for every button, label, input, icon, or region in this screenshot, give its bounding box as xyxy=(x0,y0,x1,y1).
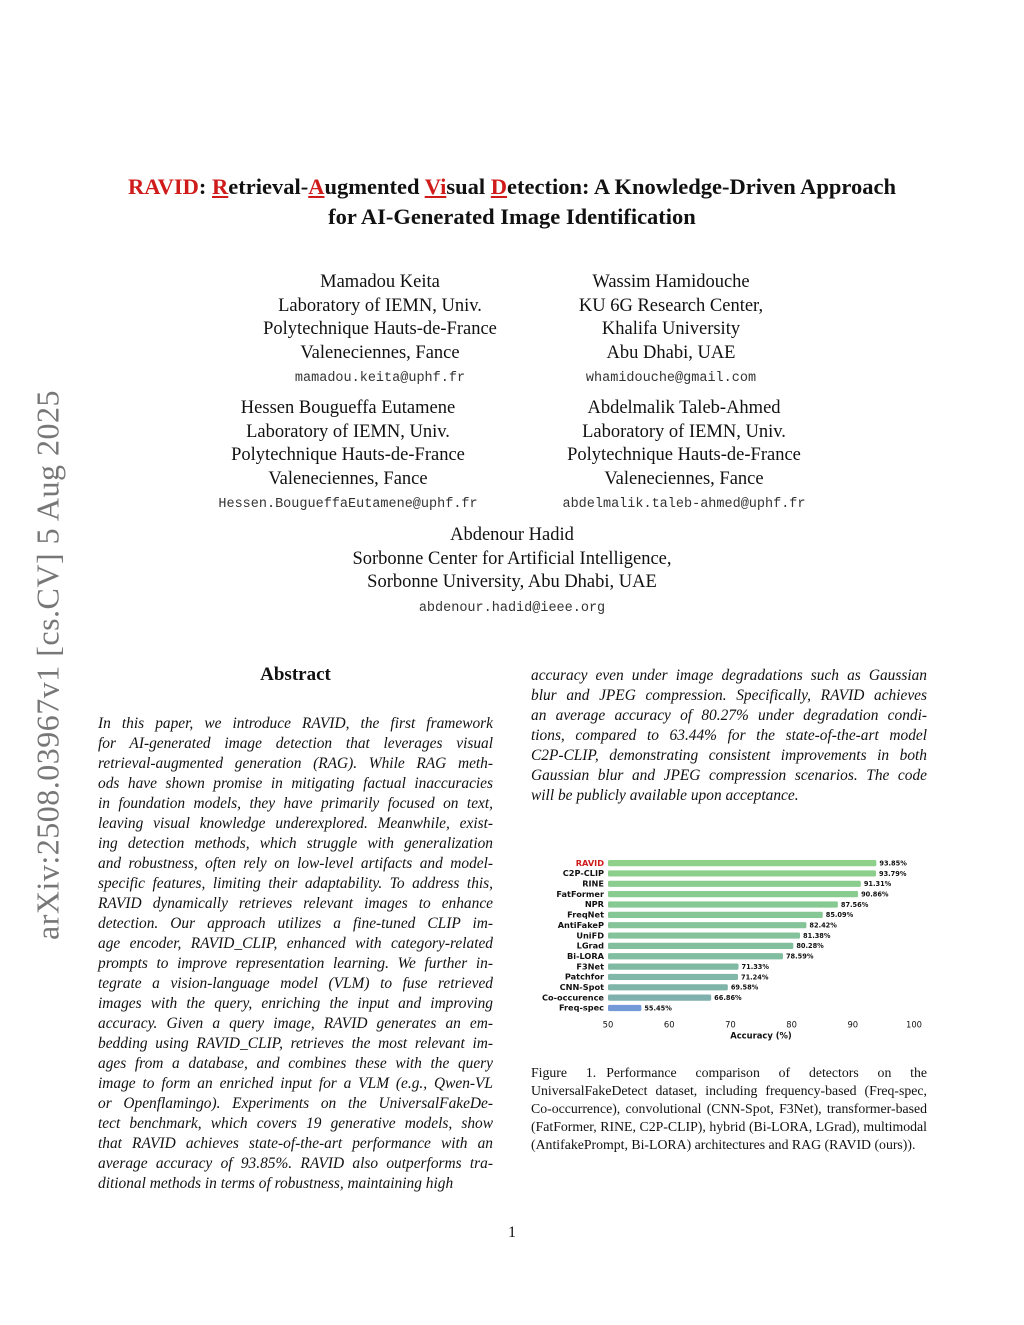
abstract-line: leaving visual knowledge underexplored. Meanwhile, exist- xyxy=(98,815,493,832)
arxiv-identifier-stamp xyxy=(28,380,68,950)
abstract-left-column xyxy=(98,714,493,1194)
abstract-line: ing detection methods, which struggle with generalization xyxy=(98,835,493,852)
abstract-line: bedding using RAVID_CLIP, retrieves the most relevant im- xyxy=(98,1035,493,1052)
x-tick-label: 100 xyxy=(906,1019,922,1030)
abstract-line: prompts to improve representation learning. We further in- xyxy=(98,955,493,972)
author-email: Hessen.BougueffaEutamene@uphf.fr xyxy=(218,497,478,512)
abstract-line: ods have shown promise in mitigating factual inaccuracies xyxy=(98,775,493,792)
title-ravid: RAVID xyxy=(128,174,199,199)
abstract-line: Gaussian blur and JPEG compression scenarios. The code xyxy=(531,767,927,784)
category-label: C2P-CLIP xyxy=(562,868,604,879)
x-tick-label: 70 xyxy=(725,1019,736,1030)
title-line-1 xyxy=(60,172,964,202)
title-line-2: for AI-Generated Image Identification xyxy=(328,204,696,229)
author-affiliation: Sorbonne Center for Artificial Intelligence, xyxy=(352,548,672,569)
author-email: whamidouche@gmail.com xyxy=(585,371,757,386)
title-a: A xyxy=(308,174,325,199)
author-affiliation: Valeneciennes, Fance xyxy=(300,342,460,363)
category-label: Patchfor xyxy=(564,971,604,982)
value-label: 82.42% xyxy=(809,921,837,930)
abstract-line: and robustness, often rely on low-level artifacts and model- xyxy=(98,855,493,872)
abstract-line: will be publicly available upon acceptance. xyxy=(531,787,799,804)
abstract-line: age encoder, RAVID_CLIP, enhanced with category-related xyxy=(98,935,493,952)
caption-text: Performance comparison of detectors on the UniversalFakeDetect dataset, including frequency-based (Freq-spec, Co-occurrence), convolutional (CNN-Spot, F3Net), transformer-based (FatFormer, RINE, C2P-CLIP), hybrid (Bi-LORA, LGrad), multimodal (AntifakePrompt, Bi-LORA) architectures and RAG (RAVID (ours)). xyxy=(531,1065,927,1152)
category-label: FatFormer xyxy=(556,888,604,899)
value-label: 81.38% xyxy=(803,931,831,940)
author-affiliation: Sorbonne University, Abu Dhabi, UAE xyxy=(367,572,657,592)
author-name: Abdenour Hadid xyxy=(450,525,574,545)
x-tick-label: 80 xyxy=(786,1019,797,1030)
author-affiliation: Valeneciennes, Fance xyxy=(268,468,428,489)
bar-freq-spec xyxy=(608,1005,641,1011)
title-ugmented: ugmented xyxy=(324,174,425,199)
author-email: abdenour.hadid@ieee.org xyxy=(418,600,606,616)
bar-co-occurence xyxy=(608,995,711,1001)
x-tick-label: 60 xyxy=(663,1019,675,1030)
author-affiliation: Khalifa University xyxy=(601,319,741,339)
category-label: NPR xyxy=(584,899,604,910)
author-block-1 xyxy=(230,271,530,389)
bar-antifakep xyxy=(608,922,806,928)
abstract-line: for AI-generated image detection that leverages visual xyxy=(98,735,493,752)
author-email: abdelmalik.taleb-ahmed@uphf.fr xyxy=(562,497,806,512)
value-label: 93.85% xyxy=(879,859,907,868)
value-label: 78.59% xyxy=(785,952,814,961)
author-name: Abdelmalik Taleb-Ahmed xyxy=(587,398,781,418)
arxiv-identifier: arXiv:2508.03967v1 [cs.CV] 5 Aug 2025 xyxy=(29,389,66,941)
category-label: FreqNet xyxy=(567,909,604,920)
title-rest: etection: A Knowledge-Driven Approach xyxy=(507,174,896,199)
value-label: 80.28% xyxy=(796,942,824,951)
figure-1-caption xyxy=(531,1064,927,1154)
value-label: 71.24% xyxy=(740,973,769,982)
category-label: AntiFakeP xyxy=(557,919,604,930)
abstract-line: accuracy. Given a query image, RAVID generates an em- xyxy=(98,1015,493,1032)
bar-freqnet xyxy=(608,912,823,918)
author-affiliation: Polytechnique Hauts-de-France xyxy=(567,445,801,465)
category-label: RAVID xyxy=(575,857,604,868)
category-label: UniFD xyxy=(576,930,604,941)
abstract-line: in foundation models, they have primarily focused on text, xyxy=(98,795,493,812)
category-label: Co-occurence xyxy=(541,992,604,1003)
abstract-line: images with the query, enriching the input and improving xyxy=(98,995,493,1012)
bar-lgrad xyxy=(608,943,793,949)
bar-ravid xyxy=(608,860,876,866)
x-tick-label: 50 xyxy=(602,1019,614,1030)
value-label: 90.86% xyxy=(861,890,889,899)
author-affiliation: Valeneciennes, Fance xyxy=(604,468,764,489)
author-block-2 xyxy=(521,271,821,389)
title-vi: Vi xyxy=(424,174,447,199)
author-block-3 xyxy=(198,397,498,515)
figure-1-chart xyxy=(528,850,928,1050)
abstract-line: or Openflamingo). Experiments on the UniversalFakeDe- xyxy=(98,1095,493,1112)
abstract-line: ages from a database, and combines these with the query xyxy=(98,1055,493,1072)
bar-fatformer xyxy=(608,891,858,897)
author-name: Wassim Hamidouche xyxy=(592,272,750,292)
abstract-line: that RAVID achieves state-of-the-art performance with an xyxy=(98,1135,493,1152)
title-r: R xyxy=(212,174,229,199)
abstract-right-column xyxy=(531,666,927,806)
author-block-4 xyxy=(534,397,834,515)
author-name: Mamadou Keita xyxy=(320,272,440,292)
category-label: LGrad xyxy=(576,940,604,951)
title-d: D xyxy=(490,174,508,199)
value-label: 66.86% xyxy=(714,993,742,1002)
author-affiliation: Laboratory of IEMN, Univ. xyxy=(582,421,786,442)
x-axis-label: Accuracy (%) xyxy=(730,1030,792,1041)
abstract-line: RAVID dynamically retrieves relevant images to enhance xyxy=(98,895,493,912)
author-block-5 xyxy=(312,524,712,619)
bar-bi-lora xyxy=(608,953,783,959)
title-etrieval: etrieval- xyxy=(228,174,309,199)
value-label: 71.33% xyxy=(741,962,770,971)
title-sual: sual xyxy=(446,174,491,199)
bar-rine xyxy=(608,881,861,887)
value-label: 55.45% xyxy=(644,1004,672,1013)
abstract-line: C2P-CLIP, demonstrating consistent improvements in both xyxy=(531,747,927,764)
abstract-line: image to form an enriched input for a VLM (e.g., Qwen-VL xyxy=(98,1075,493,1092)
author-affiliation: Polytechnique Hauts-de-France xyxy=(231,445,465,465)
category-label: CNN-Spot xyxy=(559,982,604,992)
title-colon: : xyxy=(198,174,213,199)
category-label: RINE xyxy=(582,878,604,889)
abstract-line: In this paper, we introduce RAVID, the first framework xyxy=(98,715,493,732)
bar-unifd xyxy=(608,932,800,938)
value-label: 87.56% xyxy=(840,900,869,909)
bar-patchfor xyxy=(608,974,738,980)
paper-title xyxy=(60,172,964,232)
abstract-line: an average accuracy of 80.27% under degradation condi- xyxy=(531,707,927,724)
author-name: Hessen Bougueffa Eutamene xyxy=(240,398,456,418)
abstract-heading: Abstract xyxy=(260,664,331,685)
abstract-line: ditional methods in terms of robustness, maintaining high xyxy=(98,1175,454,1192)
author-email: mamadou.keita@uphf.fr xyxy=(294,371,466,386)
abstract-line: average accuracy of 93.85%. RAVID also outperforms tra- xyxy=(98,1155,493,1172)
x-tick-label: 90 xyxy=(847,1019,859,1030)
value-label: 91.31% xyxy=(863,880,892,889)
abstract-line: accuracy even under image degradations such as Gaussian xyxy=(531,667,927,684)
value-label: 85.09% xyxy=(825,911,854,920)
abstract-line: blur and JPEG compression. Specifically, RAVID achieves xyxy=(531,687,927,704)
author-affiliation: KU 6G Research Center, xyxy=(578,295,764,316)
abstract-line: tegrate a vision-language model (VLM) to fuse retrieved xyxy=(98,975,493,992)
value-label: 69.58% xyxy=(730,983,759,992)
abstract-line: tect benchmark, which covers 19 generative models, show xyxy=(98,1115,493,1132)
page-number: 1 xyxy=(508,1224,516,1241)
bar-npr xyxy=(608,901,838,907)
abstract-line: retrieval-augmented generation (RAG). While RAG meth- xyxy=(98,755,493,772)
value-label: 93.79% xyxy=(878,869,907,878)
category-label: F3Net xyxy=(576,961,604,972)
author-affiliation: Abu Dhabi, UAE xyxy=(606,342,736,363)
abstract-line: tions, compared to 63.44% for the state-of-the-art model xyxy=(531,727,927,744)
accuracy-bar-chart xyxy=(528,850,928,1050)
bar-f3net xyxy=(608,964,739,970)
author-affiliation: Laboratory of IEMN, Univ. xyxy=(278,295,482,316)
abstract-line: detection. Our approach utilizes a fine-tuned CLIP im- xyxy=(98,915,493,932)
category-label: Freq-spec xyxy=(558,1002,604,1013)
author-affiliation: Laboratory of IEMN, Univ. xyxy=(246,421,450,442)
bar-c2p-clip xyxy=(608,870,876,876)
category-label: Bi-LORA xyxy=(567,950,604,961)
caption-label: Figure 1. xyxy=(531,1065,597,1080)
author-affiliation: Polytechnique Hauts-de-France xyxy=(263,319,497,339)
bar-cnn-spot xyxy=(608,984,728,990)
abstract-line: specific features, limiting their adaptability. To address this, xyxy=(98,875,493,892)
